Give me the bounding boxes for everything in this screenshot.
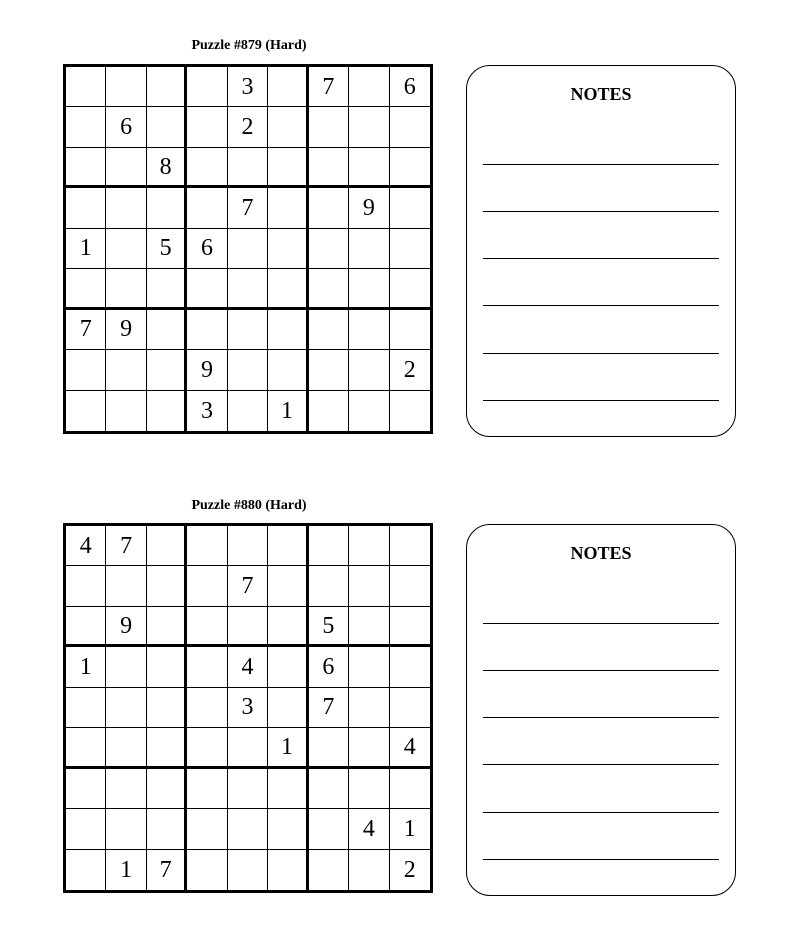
sudoku-cell[interactable] — [187, 188, 227, 228]
sudoku-cell[interactable] — [66, 566, 106, 606]
sudoku-cell[interactable] — [309, 728, 349, 768]
sudoku-cell[interactable]: 8 — [147, 148, 187, 188]
sudoku-cell[interactable] — [106, 647, 146, 687]
sudoku-cell[interactable] — [309, 566, 349, 606]
sudoku-cell[interactable] — [268, 188, 308, 228]
sudoku-cell[interactable] — [66, 107, 106, 147]
sudoku-cell[interactable] — [390, 526, 430, 566]
sudoku-cell[interactable] — [66, 188, 106, 228]
sudoku-cell[interactable] — [309, 269, 349, 309]
sudoku-cell[interactable] — [390, 769, 430, 809]
sudoku-cell[interactable] — [349, 526, 389, 566]
sudoku-cell[interactable] — [268, 67, 308, 107]
sudoku-cell[interactable] — [147, 769, 187, 809]
sudoku-cell[interactable] — [268, 229, 308, 269]
sudoku-cell[interactable]: 2 — [228, 107, 268, 147]
sudoku-cell[interactable] — [390, 647, 430, 687]
sudoku-cell[interactable] — [309, 229, 349, 269]
sudoku-cell[interactable] — [309, 526, 349, 566]
sudoku-cell[interactable] — [147, 566, 187, 606]
sudoku-cell[interactable] — [147, 728, 187, 768]
sudoku-cell[interactable] — [106, 148, 146, 188]
sudoku-cell[interactable] — [187, 809, 227, 849]
sudoku-cell[interactable] — [187, 728, 227, 768]
sudoku-cell[interactable] — [349, 350, 389, 390]
sudoku-cell[interactable] — [349, 728, 389, 768]
sudoku-cell[interactable]: 9 — [349, 188, 389, 228]
sudoku-cell[interactable] — [268, 526, 308, 566]
note-line — [483, 717, 719, 718]
sudoku-cell[interactable] — [349, 229, 389, 269]
sudoku-cell[interactable] — [349, 688, 389, 728]
sudoku-cell[interactable]: 6 — [309, 647, 349, 687]
sudoku-cell[interactable]: 1 — [106, 850, 146, 890]
sudoku-cell[interactable]: 6 — [187, 229, 227, 269]
note-line — [483, 764, 719, 765]
sudoku-cell[interactable] — [187, 310, 227, 350]
note-line — [483, 305, 719, 306]
sudoku-cell[interactable] — [66, 269, 106, 309]
sudoku-cell[interactable]: 7 — [309, 67, 349, 107]
sudoku-cell[interactable] — [147, 526, 187, 566]
sudoku-cell[interactable] — [228, 391, 268, 431]
notes-title: NOTES — [570, 84, 632, 104]
sudoku-cell[interactable] — [147, 688, 187, 728]
note-line — [483, 258, 719, 259]
sudoku-cell[interactable] — [187, 850, 227, 890]
sudoku-cell[interactable]: 5 — [147, 229, 187, 269]
sudoku-cell[interactable] — [106, 67, 146, 107]
sudoku-cell[interactable] — [228, 850, 268, 890]
sudoku-cell[interactable] — [309, 850, 349, 890]
sudoku-cell[interactable] — [268, 350, 308, 390]
sudoku-cell[interactable]: 2 — [390, 350, 430, 390]
sudoku-cell[interactable]: 1 — [66, 647, 106, 687]
sudoku-cell[interactable] — [390, 607, 430, 647]
sudoku-cell[interactable] — [268, 107, 308, 147]
sudoku-cell[interactable] — [390, 107, 430, 147]
sudoku-cell[interactable] — [228, 607, 268, 647]
sudoku-cell[interactable] — [147, 188, 187, 228]
sudoku-cell[interactable] — [187, 566, 227, 606]
note-line — [483, 400, 719, 401]
sudoku-cell[interactable] — [228, 526, 268, 566]
sudoku-cell[interactable] — [66, 688, 106, 728]
sudoku-cell[interactable] — [390, 269, 430, 309]
sudoku-cell[interactable] — [66, 350, 106, 390]
sudoku-cell[interactable] — [309, 769, 349, 809]
sudoku-cell[interactable] — [228, 310, 268, 350]
sudoku-cell[interactable] — [390, 391, 430, 431]
sudoku-cell[interactable] — [349, 566, 389, 606]
sudoku-cell[interactable] — [106, 688, 146, 728]
sudoku-cell[interactable] — [147, 350, 187, 390]
sudoku-cell[interactable] — [187, 607, 227, 647]
sudoku-cell[interactable]: 1 — [268, 391, 308, 431]
sudoku-cell[interactable] — [66, 148, 106, 188]
sudoku-cell[interactable] — [228, 148, 268, 188]
sudoku-cell[interactable] — [268, 566, 308, 606]
sudoku-cell[interactable] — [147, 269, 187, 309]
sudoku-cell[interactable] — [66, 607, 106, 647]
sudoku-cell[interactable] — [66, 391, 106, 431]
sudoku-cell[interactable] — [147, 310, 187, 350]
sudoku-cell[interactable] — [268, 607, 308, 647]
sudoku-cell[interactable] — [228, 269, 268, 309]
sudoku-cell[interactable] — [268, 688, 308, 728]
sudoku-cell[interactable] — [349, 769, 389, 809]
sudoku-cell[interactable] — [309, 391, 349, 431]
sudoku-cell[interactable] — [147, 391, 187, 431]
note-line — [483, 859, 719, 860]
sudoku-cell[interactable] — [228, 809, 268, 849]
sudoku-cell[interactable] — [187, 688, 227, 728]
sudoku-cell[interactable] — [309, 148, 349, 188]
sudoku-cell[interactable]: 7 — [309, 688, 349, 728]
sudoku-cell[interactable]: 7 — [66, 310, 106, 350]
sudoku-cell[interactable] — [187, 67, 227, 107]
sudoku-cell[interactable] — [268, 310, 308, 350]
sudoku-grid — [63, 64, 433, 434]
sudoku-cell[interactable] — [106, 229, 146, 269]
puzzle-title: Puzzle #879 (Hard) — [191, 38, 307, 53]
sudoku-cell[interactable]: 1 — [390, 809, 430, 849]
sudoku-cell[interactable] — [309, 188, 349, 228]
sudoku-cell[interactable]: 4 — [390, 728, 430, 768]
sudoku-cell[interactable] — [268, 769, 308, 809]
sudoku-cell[interactable] — [309, 809, 349, 849]
sudoku-cell[interactable]: 6 — [390, 67, 430, 107]
sudoku-cell[interactable] — [349, 107, 389, 147]
sudoku-cell[interactable] — [228, 350, 268, 390]
sudoku-cell[interactable] — [268, 148, 308, 188]
sudoku-cell[interactable] — [66, 769, 106, 809]
sudoku-cell[interactable]: 9 — [106, 310, 146, 350]
sudoku-cell[interactable] — [147, 67, 187, 107]
sudoku-cell[interactable] — [66, 67, 106, 107]
sudoku-cell[interactable] — [268, 850, 308, 890]
note-line — [483, 812, 719, 813]
sudoku-cell[interactable] — [349, 850, 389, 890]
sudoku-cell[interactable] — [66, 850, 106, 890]
sudoku-cell[interactable] — [187, 647, 227, 687]
note-line — [483, 211, 719, 212]
sudoku-cell[interactable] — [187, 769, 227, 809]
sudoku-cell[interactable] — [106, 809, 146, 849]
sudoku-cell[interactable] — [390, 310, 430, 350]
sudoku-cell[interactable]: 4 — [349, 809, 389, 849]
puzzle-title: Puzzle #880 (Hard) — [191, 498, 307, 513]
sudoku-cell[interactable] — [349, 148, 389, 188]
sudoku-cell[interactable]: 1 — [268, 728, 308, 768]
sudoku-cell[interactable] — [66, 809, 106, 849]
note-line — [483, 623, 719, 624]
sudoku-cell[interactable] — [349, 391, 389, 431]
sudoku-cell[interactable] — [106, 269, 146, 309]
sudoku-cell[interactable] — [228, 728, 268, 768]
sudoku-cell[interactable] — [106, 769, 146, 809]
sudoku-cell[interactable]: 3 — [228, 67, 268, 107]
sudoku-cell[interactable] — [390, 188, 430, 228]
sudoku-cell[interactable] — [390, 566, 430, 606]
notes-panel — [466, 65, 736, 437]
sudoku-cell[interactable] — [147, 647, 187, 687]
sudoku-cell[interactable]: 5 — [309, 607, 349, 647]
sudoku-cell[interactable] — [187, 269, 227, 309]
sudoku-cell[interactable]: 6 — [106, 107, 146, 147]
note-line — [483, 164, 719, 165]
note-line — [483, 670, 719, 671]
sudoku-cell[interactable] — [349, 607, 389, 647]
sudoku-cell[interactable] — [228, 229, 268, 269]
sudoku-cell[interactable]: 7 — [228, 188, 268, 228]
sudoku-cell[interactable]: 4 — [66, 526, 106, 566]
sudoku-cell[interactable] — [268, 647, 308, 687]
sudoku-cell[interactable] — [106, 350, 146, 390]
sudoku-cell[interactable] — [187, 107, 227, 147]
notes-panel — [466, 524, 736, 896]
sudoku-cell[interactable] — [147, 607, 187, 647]
sudoku-cell[interactable] — [349, 647, 389, 687]
sudoku-grid — [63, 523, 433, 893]
sudoku-cell[interactable]: 9 — [187, 350, 227, 390]
sudoku-cell[interactable]: 7 — [106, 526, 146, 566]
sudoku-cell[interactable] — [187, 526, 227, 566]
sudoku-cell[interactable] — [349, 269, 389, 309]
note-line — [483, 353, 719, 354]
sudoku-cell[interactable] — [147, 107, 187, 147]
sudoku-cell[interactable] — [268, 809, 308, 849]
sudoku-cell[interactable] — [268, 269, 308, 309]
sudoku-cell[interactable] — [106, 188, 146, 228]
sudoku-cell[interactable]: 1 — [66, 229, 106, 269]
sudoku-cell[interactable] — [187, 148, 227, 188]
sudoku-cell[interactable] — [228, 769, 268, 809]
sudoku-cell[interactable]: 7 — [147, 850, 187, 890]
sudoku-cell[interactable]: 4 — [228, 647, 268, 687]
sudoku-cell[interactable] — [349, 67, 389, 107]
sudoku-cell[interactable] — [349, 310, 389, 350]
sudoku-cell[interactable] — [390, 229, 430, 269]
sudoku-cell[interactable] — [390, 688, 430, 728]
sudoku-cell[interactable] — [106, 566, 146, 606]
sudoku-cell[interactable] — [106, 391, 146, 431]
sudoku-cell[interactable]: 3 — [187, 391, 227, 431]
sudoku-cell[interactable]: 3 — [228, 688, 268, 728]
notes-title: NOTES — [570, 543, 632, 563]
sudoku-cell[interactable] — [309, 350, 349, 390]
sudoku-cell[interactable]: 2 — [403, 856, 416, 883]
sudoku-cell[interactable] — [66, 728, 106, 768]
sudoku-cell[interactable]: 9 — [106, 607, 146, 647]
sudoku-cell[interactable] — [147, 809, 187, 849]
sudoku-cell[interactable]: 7 — [228, 566, 268, 606]
sudoku-cell[interactable] — [309, 310, 349, 350]
sudoku-cell[interactable] — [106, 728, 146, 768]
sudoku-cell[interactable] — [390, 148, 430, 188]
sudoku-cell[interactable] — [309, 107, 349, 147]
